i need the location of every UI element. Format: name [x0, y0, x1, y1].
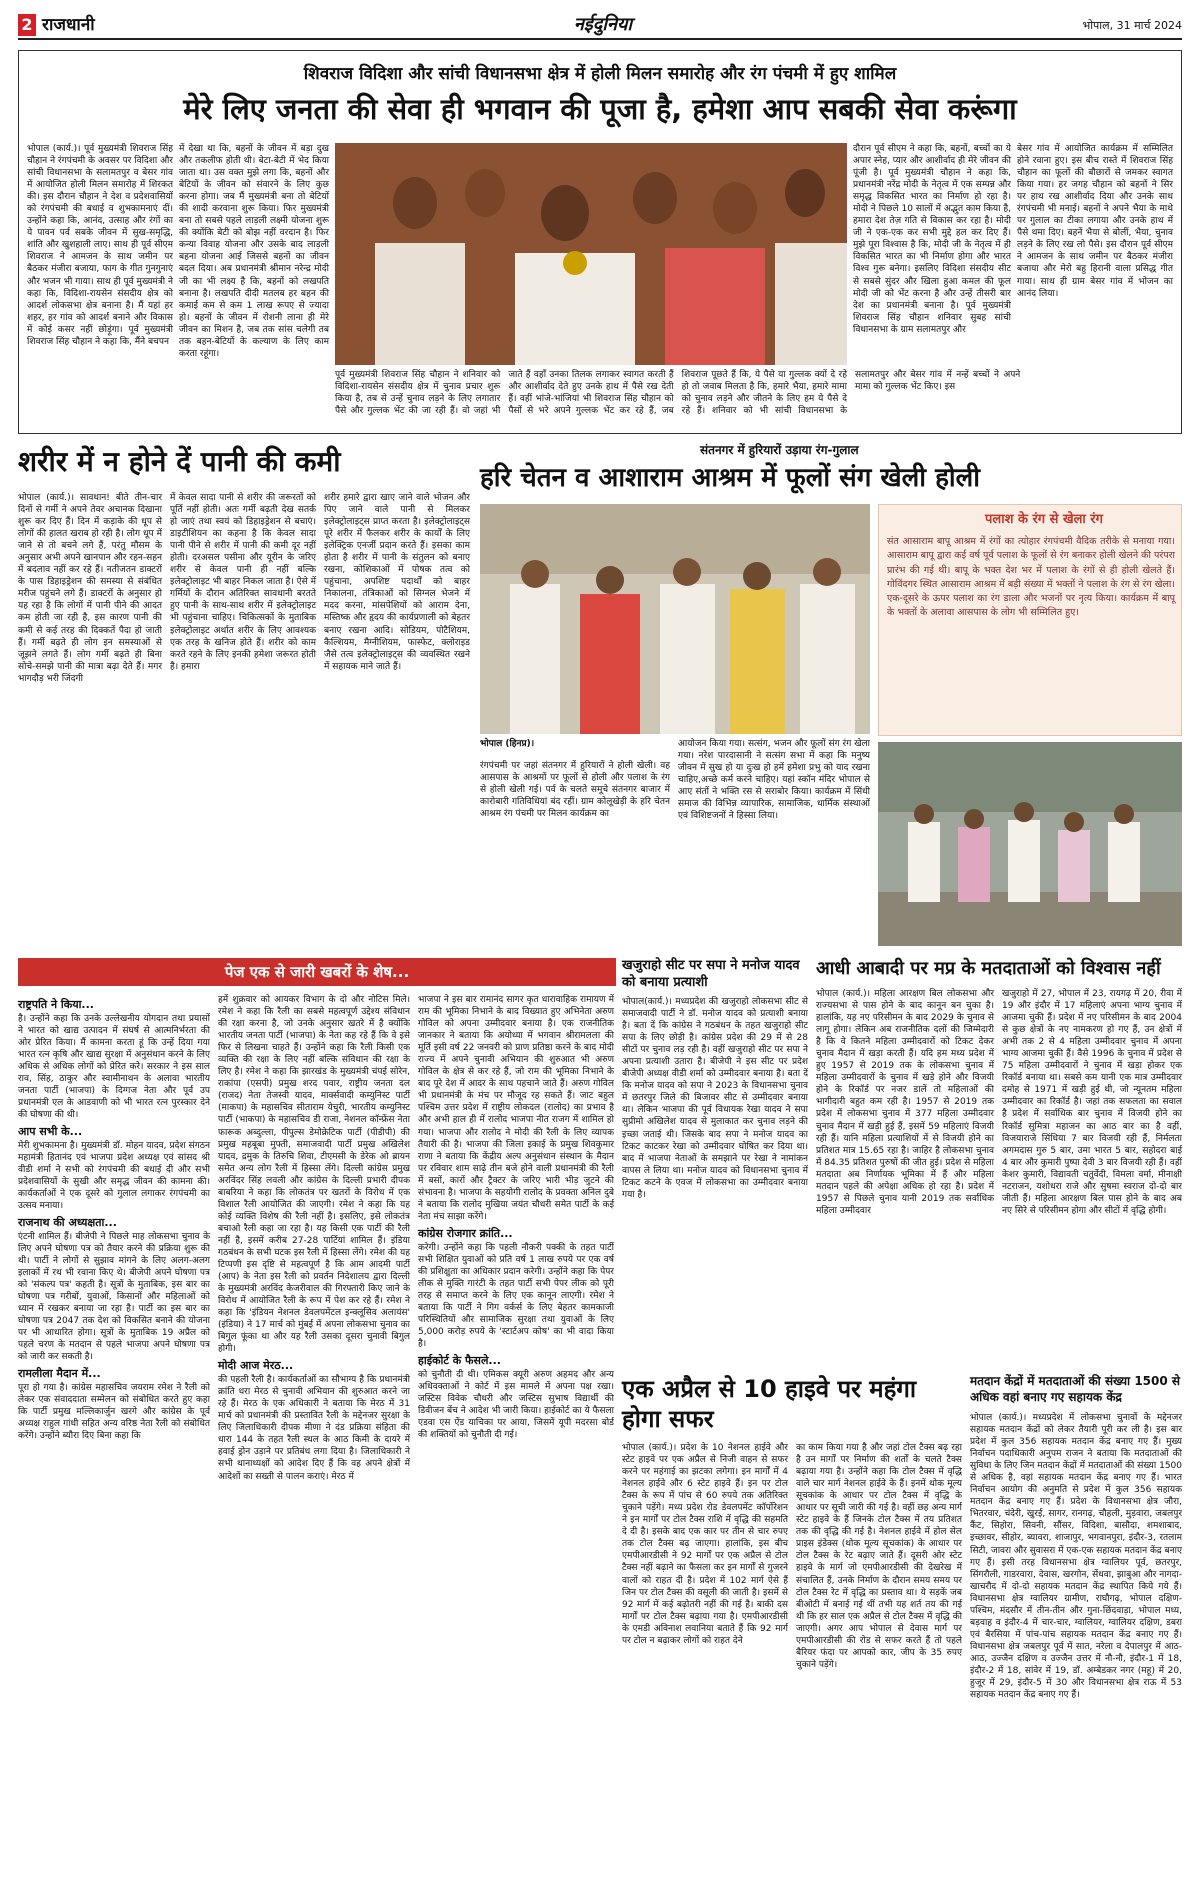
women-col-2: खजुराहो में 27, भोपाल में 23, रायगढ़ में 20, रीवा में 19 और इंदौर में 17 महिलाएं अपना भाग्य चुनाव में आजमा चुकी हैं। प्रदेश में नए परिसीमन के बाद 2004 से कुछ क्षेत्रों के नए नामकरण हो गए हैं, उन क्षेत्रों में अभी तक 2 से 4 महिला उम्मीदवार चुनाव में अपना भाग्य आजमा चुकी हैं। वैसे 1996 के चुनाव में प्रदेश से 75 महिला उम्मीदवारों ने चुनाव में खड़ा होकर एक रिकॉर्ड बनाया था। सबसे कम यानी एक मात्र उम्मीदवार दमोह से 1971 में खड़ी हुई थी, जो न्यूनतम महिला उम्मीदवार का रिकॉर्ड है। जहां तक सफलता का सवाल है प्रदेश में सर्वाधिक बार चुनाव में विजयी होने का रिकॉर्ड सुमित्रा महाजन का आठ बार का है वहीं, विजयाराजे सिंधिया 7 बार विजयी रही हैं, निर्मलता अगमदास गुरु 5 बार, उमा भारत 5 बार, सहोदरा बाई 4 बार और कुमारी पुष्पा देवी 3 बार विजयी रही हैं। वहीं केशर कुमारी, विद्यावती चतुर्वेदी, विमला वर्मा, मीनाक्षी नटराजन, यशोधरा राजे और सुषमा स्वराज दो-दो बार जीती हैं। महिला आरक्षण बिल पास होने के बाद अब नए सिरे से परिसीमन होगा और सीटों में वृद्धि होगी।: [1002, 989, 1182, 1216]
women-headline: आधी आबादी पर मप्र के मतदाताओं को विश्वास नहीं: [816, 958, 1161, 979]
continuations-col-2: [218, 994, 410, 1890]
water-headline: शरीर में न होने दें पानी की कमी: [18, 445, 341, 478]
holi-kicker: संतनगर में हुरियारों उड़ाया रंग-गुलाल: [700, 443, 859, 457]
palash-box-title: पलाश के रंग से खेला रंग: [985, 512, 1103, 527]
continuation-text: भाजपा ने इस बार रामानंद सागर कृत धारावाहिक रामायण में राम की भूमिका निभाने के बाद विख्यात हुए अभिनेता अरुण गोविल को अपना उम्मीदवार बनाया है। एक राजनीतिक जानकार ने बताया कि अयोध्या में भगवान श्रीरामलला की मूर्ति इसी वर्ष 22 जनवरी को प्राण प्रतिष्ठा करने के बाद मोदी राज्य में अपने चुनावी अभियान की शुरुआत भी अरुण गोविल के क्षेत्र से कर रहे हैं, जो राम की भूमिका निभाने के बाद पूरे देश में आदर के साथ पहचाने जाते हैं। अरुण गोविल भी प्रधानमंत्री के मंच पर मौजूद रह सकते हैं। जाट बहुल पश्चिम उत्तर प्रदेश में राष्ट्रीय लोकदल (रालोद) का प्रभाव है और अभी हाल ही में रालोद भाजपा नीत राजग में शामिल हो गया। भाजपा और रालोद ने मोदी की रैली के लिए व्यापक तैयारी की है। भाजपा की जिला इकाई के प्रमुख शिवकुमार राणा ने बताया कि केंद्रीय अल्प अनुसंधान संस्थान के मैदान पर रविवार शाम साढ़े तीन बजे होने वाली प्रधानमंत्री की रैली में बसों, कारों और ट्रैक्टर के जरिए भारी भीड़ जुटने की संभावना है। भाजपा के सहयोगी रालोद के प्रवक्ता अनिल दुबे ने बताया कि रालोद मुखिया जयंत चौधरी समेत पार्टी के कई नेता मंच साझा करेंगे।: [418, 995, 614, 1222]
khajuraho-text: भोपाल(कार्य.)। मध्यप्रदेश की खजुराहो लोकसभा सीट से समाजवादी पार्टी ने डॉ. मनोज यादव को प्रत्याशी बनाया है। बता दें कि कांग्रेस ने गठबंधन के तहत खजुराहो सीट सपा के लिए छोड़ी है। कांग्रेस प्रदेश की 29 में से 28 सीटों पर चुनाव लड़ रही है। वहीं खजुराहो सीट पर सपा ने अपना प्रत्याशी उतारा है। बीजेपी ने इस सीट पर प्रदेश बीजेपी अध्यक्ष वीडी शर्मा को उम्मीदवार बनाया है। बता दें कि मनोज यादव को सपा ने 2023 के विधानसभा चुनाव में छतरपुर जिले की बिजावर सीट से उम्मीदवार बनाया था। लेकिन भाजपा की पूर्व विधायक रेखा यादव ने सपा सुप्रीमो अखिलेश यादव से मुलाकात कर चुनाव लड़ने की इच्छा जताई थी। जिसके बाद सपा ने मनोज यादव का टिकट काटकर रेखा को उम्मीदवार घोषित कर दिया था। बाद में भाजपा नेताओं के समझाने पर रेखा ने नामांकन वापस ले लिया था। मनोज यादव को विधानसभा चुनाव में टिकट कटने के एवज में लोकसभा का उम्मीदवार बनाया गया है।: [622, 997, 808, 1200]
holi-col-2: आयोजन किया गया। सत्संग, भजन और फूलों संग रंग खेला गया। नरेश पारदासानी ने सत्संग सभा में कहा कि मनुष्य जीवन में सुख हो या दुःख हो हमें हमेशा प्रभु को याद रखना चाहिए,अच्छे कर्म करने चाहिए। यहां स्कॉन मंदिर भोपाल से आए संतों ने भक्ति रस से सराबोर किया। कार्यक्रम में सिंधी समाज की विभिन्न व्यापारिक, सामाजिक, धार्मिक संस्थाओं एवं विशिष्टजनों ने हिस्सा लिया।: [678, 739, 870, 822]
dancers-photo-illustration: [878, 742, 1182, 946]
holi-col-1: रंगपंचमी पर जहां संतनगर में हुरियारों ने होली खेली। वह आसपास के आश्रमों पर फूलों से होली और पलाश के रंग से होली खेली गई। पर्व के चलते समूचे संतनगर बाजार में कारोबारी गतिविधियां बंद रहीं। ग्राम कोलूखेड़ी के हरि चेतन आश्रम रंग पंचमी पर मिलन कार्यक्रम का: [480, 761, 670, 820]
continuation-text: एंटनी शामिल हैं। बीजेपी ने पिछले माह लोकसभा चुनाव के लिए अपने घोषणा पत्र को तैयार करने की प्रक्रिया शुरू की थी। पार्टी ने लोगों से सुझाव मांगने के लिए अलग-अलग इलाकों में रथ भी रवाना किए थे। बीजेपी अपने घोषणा पत्र को 'संकल्प पत्र' कहती है। सूत्रों के मुताबिक, इस बार का घोषणा पत्र गरीबों, युवाओं, किसानों और महिलाओं को ध्यान में रखकर बनाया जा रहा है। पार्टी का इस बार का घोषणा पत्र 2047 तक देश को विकसित बनाने की योजना पर भी आधारित होगा। सूत्रों के मुताबिक 19 अप्रैल को पहले चरण के मतदान से पहले भाजपा अपने घोषणा पत्र को जारी कर सकती है।: [18, 1231, 210, 1363]
continuations-banner-text: पेज एक से जारी खबरों के शेष...: [224, 963, 410, 981]
continuation-heading: कांग्रेस रोजगार क्रांति...: [418, 1226, 513, 1240]
continuation-heading: हाईकोर्ट के फैसले...: [418, 1354, 501, 1368]
lead-col-6: बेसर गांव में आयोजित कार्यक्रम में सम्मिलित होने रवाना हुए। इस बीच रास्ते में शिवराज सिंह चौहान का फूलों की बौछारों से जमकर स्वागत किया गया। हर जगह चौहान को बहनों ने सिर पर हाथ रख आशीर्वाद दिया और उनके साथ रंगपंचमी भी मनाई। बहनों ने अपने भैया के माथे पर गुलाल का टीका लगाया और उनके हाथ में पैसे थमा दिए। बहनें भैया से बोलीं, भैया, चुनाव लड़ने के लिए रख लो पैसे। इस दौरान पूर्व सीएम ने आमजन के साथ जमीन पर बैठकर मंजीरा बजाया और मेरो बहु हिरानी वाला प्रसिद्ध गीत गाया। साथ ही ग्राम बेसर गांव में भोजन का आनंद लिया।: [1017, 144, 1173, 299]
toll-headline: एक अप्रैल से 10 हाइवे पर महंगा होगा सफर: [622, 1375, 917, 1433]
holi-photo-1: [480, 504, 870, 734]
booths-story: [970, 1374, 1182, 1890]
holi-photo-caption: भोपाल (हिनप्र)।: [480, 739, 535, 749]
continuation-text: हमें शुक्रवार को आयकर विभाग के दो और नोटिस मिले। रमेश ने कहा कि रैली का सबसे महत्वपूर्ण उद्देश्य संविधान की रक्षा करना है, जो उनके अनुसार खतरे में है क्योंकि भारतीय जनता पार्टी (भाजपा) के नेता कह रहे हैं कि वे इसे फिर से लिखना चाहते हैं। उन्होंने कहा कि रैली किसी एक व्यक्ति की रक्षा के लिए नहीं बल्कि संविधान की रक्षा के लिए है। रमेश ने कहा कि झारखंड के मुख्यमंत्री चंपई सोरेन, राकांपा (एसपी) प्रमुख शरद पवार, राष्ट्रीय जनता दल (राजद) नेता तेजस्वी यादव, मार्क्सवादी कम्युनिस्ट पार्टी (माकपा) के महासचिव सीताराम येचुरी, भारतीय कम्युनिस्ट पार्टी (भाकपा) के महासचिव डी राजा, नेशनल कॉन्फ्रेंस नेता फारूक अब्दुल्ला, पीपुल्स डेमोक्रेटिक पार्टी (पीडीपी) की प्रमुख महबूबा मुफ्ती, समाजवादी पार्टी प्रमुख अखिलेश यादव, द्रमुक के तिरुचि शिवा, टीएमसी के डेरेक ओ ब्रायन समेत अन्य लोग रैली में हिस्सा लेंगे। दिल्ली कांग्रेस प्रमुख अरविंदर सिंह लवली और कांग्रेस के दिल्ली प्रभारी दीपक बाबरिया ने कहा कि लोकतंत्र पर खतरों के विरोध में एक विशाल रैली आयोजित की जाएगी। रमेश ने कहा कि यह कोई व्यक्ति विशेष की रैली नहीं है। इसलिए, इसे लोकतंत्र बचाओ रैली कहा जा रहा है। यह किसी एक पार्टी की रैली नहीं है, इसमें करीब 27-28 पार्टियां शामिल हैं। इंडिया गठबंधन के सभी घटक इस रैली में हिस्सा लेंगे। रमेश की यह टिप्पणी इस दृष्टि से महत्वपूर्ण है कि आम आदमी पार्टी (आप) के नेता इस रैली को प्रवर्तन निदेशालय द्वारा दिल्ली के मुख्यमंत्री अरविंद केजरीवाल की गिरफ्तारी किए जाने के विरोध में आयोजित रैली के रूप में पेश कर रहे हैं। रमेश ने कहा कि 'इंडियन नेशनल डेवलपमेंटल इन्क्लूसिव अलायंस' (इंडिया) ने 17 मार्च को मुंबई में अपना लोकसभा चुनाव का बिगुल फूंका था और यह रैली उसका दूसरा चुनावी बिगुल होगी।: [218, 995, 410, 1355]
booths-text: भोपाल (कार्य.)। मध्यप्रदेश में लोकसभा चुनावों के मद्देनजर सहायक मतदान केंद्रों को लेकर तैयारी पूरी कर ली है। इस बार प्रदेश में कुल 356 सहायक मतदान केंद्र बनाए गए हैं। मुख्य निर्वाचन पदाधिकारी अनुपम राजन ने बताया कि मतदाताओं की सुविधा के लिए जिन मतदान केंद्रों में मतदाताओं की संख्या 1500 से अधिक है, वहां सहायक मतदान केंद्र बनाए गए हैं। भारत निर्वाचन आयोग की अनुमति से प्रदेश में कुल 356 सहायक मतदान केंद्र बनाए गए हैं। प्रदेश के विधानसभा क्षेत्र जौरा, भितरवार, चंदेरी, खुरई, सागर, रानगढ़, चौहली, मुड़वारा, जबलपुर कैंट, सिहोरा, सिवनी, सौंसर, विदिशा, बासौदा, शमशाबाद, इच्छावर, सीहोर, ब्यावरा, शाजापुर, भगवानपुरा, इंदौर-3, रतलाम सिटी, जावरा और सुवासरा में एक-एक सहायक मतदान केंद्र बनाए गए हैं। इसी तरह विधानसभा क्षेत्र ग्वालियर पूर्व, छतरपुर, सिंगरौली, गाडरवारा, देवास, खरगोन, सेंधवा, झाबुआ और नागदा-खाचरौद में दो-दो सहायक मतदान केंद्र स्थापित किये गये हैं। विधानसभा क्षेत्र ग्वालियर ग्रामीण, राघौगढ़, भोपाल दक्षिण-पश्चिम, मंदसौर में तीन-तीन और गुना-छिंदवाड़ा, भोपाल मध्य, बड़वाह व इंदौर-4 में चार-चार, ग्वालियर, ग्वालियर दक्षिण, डबरा एवं बैरसिया में पांच-पांच सहायक मतदान केंद्र बनाए गए हैं। विधानसभा क्षेत्र जबलपुर पूर्व में सात, नरेला व देपालपुर में आठ-आठ, उज्जैन दक्षिण व उज्जैन उत्तर में नौ-नौ, इंदौर-1 में 18, इंदौर-2 में 18, सांवेर में 19, डॉ. अम्बेडकर नगर (महू) में 20, हुजूर में 29, इंदौर-5 में 30 और विधानसभा क्षेत्र राऊ में 53 सहायक मतदान केंद्र बनाए गए हैं।: [970, 1413, 1182, 1701]
water-story: [18, 442, 472, 948]
continuation-text: करेगी। उन्होंने कहा कि पहली नौकरी पक्की के तहत पार्टी सभी शिक्षित युवाओं को प्रति वर्ष 1 लाख रुपये पर एक वर्ष की प्रशिक्षुता का अधिकार प्रदान करेगी। उन्होंने कहा कि पेपर लीक से मुक्ति गारंटी के तहत पार्टी सभी पेपर लीक को पूरी तरह से समाप्त करने के लिए एक कानून लाएगी। रमेश ने बताया कि पार्टी ने गिग वर्कर्स के लिए बेहतर कामकाजी परिस्थितियों और सामाजिक सुरक्षा तथा युवाओं के लिए 5,000 करोड़ रुपये के 'स्टार्टअप कोष' का भी वादा किया है।: [418, 1242, 614, 1349]
water-col-1: भोपाल (कार्य.)। सावधान! बीते तीन-चार दिनों से गर्मी ने अपने तेवर अचानक दिखाना शुरू कर दिए हैं। दिन में कड़ाके की धूप से लोगों की हालत खराब हो रही है। लोग धूप में जाने से तो बचने लगे हैं, परंतु मौसम के अनुसार अभी अपने खानपान और रहन-सहन में बदलाव नहीं कर रहे हैं। नतीजतन डाक्टरों के पास डिहाइड्रेशन की समस्या से संबंधित मरीज पहुंचने लगे हैं। डाक्टरों के अनुसार हो यह रहा है कि लोगों में पानी पीने की आदत कम होती जा रही है, इस कारण पानी की कमी से कई तरह की दिक्कतें पैदा हो जाती हैं। गर्मी बढ़ते ही लोग इन समस्याओं से जूझने लगते हैं। लोग गर्मी बढ़ते ही बिना सोचे-समझे पानी की मात्रा बढ़ा देते हैं। मगर भागदौड़ भरी जिंदगी: [18, 493, 162, 684]
continuation-text: को चुनौती दी थी। एमिकस क्यूरी अरुण अहमद और अन्य अधिवक्ताओं ने कोर्ट में इस मामले में अपना पक्ष रखा। जस्टिस विवेक चौधरी और जस्टिस सुभाष विद्यार्थी की डिवीजन बेंच ने आदेश भी जारी किया। हाईकोर्ट का ये फैसला एडवा एस ऐंड याचिका पर आया, जिसमें यूपी मदरसा बोर्ड की शक्तियों को चुनौती दी गई।: [418, 1369, 614, 1441]
khajuraho-headline: खजुराहो सीट पर सपा ने मनोज यादव को बनाया प्रत्याशी: [622, 958, 800, 990]
women-story: [816, 958, 1182, 1364]
khajuraho-story: [622, 958, 808, 1364]
continuation-text: है। उन्होंने कहा कि उनके उल्लेखनीय योगदान तथा प्रयासों ने भारत को खाद्य उत्पादन में संघर्ष से आत्मनिर्भरता की ओर प्रेरित किया। मैं कामना करता हूं कि उन्हें दिया गया भारत रत्न कृषि और खाद्य सुरक्षा में अनुसंधान करने के लिए अधिक से अधिक लोगों को प्रेरित करे। सरकार ने इस साल राव, सिंह, ठाकुर और स्वामीनाथन के अलावा भारतीय जनता पार्टी (भाजपा) के दिग्गज नेता और पूर्व उप प्रधानमंत्री एल के आडवाणी को भी भारत रत्न पुरस्कार देने की घोषणा की थी।: [18, 1013, 210, 1121]
lead-col-1: भोपाल (कार्य.)। पूर्व मुख्यमंत्री शिवराज सिंह चौहान ने रंगपंचमी के अवसर पर विदिशा और सांची विधानसभा के सलामतपुर व बेसर गांव में आयोजित होली मिलन समारोह में शिरकत की। इस दौरान चौहान ने देश व प्रदेशवासियों को रंगपंचमी की बधाई व शुभकामनाएं दीं। उन्होंने कहा कि, आनंद, उत्साह और रंगों का ये पावन पर्व सबके जीवन में सुख-समृद्धि, शांति और खुशहाली लाए। साथ ही पूर्व सीएम शिवराज ने आमजन के साथ जमीन पर बैठकर मंजीरा बजाया, फाग के गीत गुनगुनाएं और भजन भी गाया। साथ ही पूर्व मुख्यमंत्री ने कहा कि, विदिशा-रायसेन संसदीय क्षेत्र को आदर्श लोकसभा क्षेत्र बनाना है। मैं यहां हर शहर, हर गांव को आदर्श बनाने और विकास में कोई कसर नहीं छोड़ूंगा। पूर्व मुख्यमंत्री शिवराज सिंह चौहान ने कहा कि, मैंने बचपन: [27, 144, 173, 347]
women-col-1: भोपाल (कार्य.)। महिला आरक्षण बिल लोकसभा और राज्यसभा से पास होने के बाद कानून बन चुका है। हालांकि, यह नए परिसीमन के बाद 2029 के चुनाव से लागू होगा। लेकिन अब राजनीतिक दलों की जिम्मेदारी है कि वे कितने महिला उम्मीदवारों को टिकट देकर चुनाव मैदान में खड़ा करती हैं। यदि हम मध्य प्रदेश में हुए 1957 से 2019 तक के लोकसभा चुनाव में महिला उम्मीदवारों के चुनाव में खड़े होने और विजयी होने के रिकॉर्ड पर नजर डालें तो महिलाओं की भागीदारी बहुत कम रही है। 1957 से 2019 तक प्रदेश में लोकसभा चुनाव में 377 महिला उम्मीदवार चुनाव मैदान में खड़ी हुई हैं, इसमें 59 महिलाएं विजयी रही हैं। यानि महिला प्रत्याशियों में से विजयी होने का प्रतिशत मात्र 15.65 रहा है। जाहिर है लोकसभा चुनाव में 84.35 प्रतिशत पुरुषों की जीत हुई। प्रदेश से महिला मतदाता अब निर्णायक भूमिका में हैं और महिला मतदान पहले की अपेक्षा अधिक हो रहा है। प्रदेश में 1957 से पिछले चुनाव यानी 2019 तक सर्वाधिक महिला उम्मीदवार: [816, 989, 994, 1216]
continuation-text: पूरा हो गया है। कांग्रेस महासचिव जयराम रमेश ने रैली को लेकर एक संवाददाता सम्मेलन को संबोधित करते हुए कहा कि पार्टी प्रमुख मल्लिकार्जुन खरगे और कांग्रेस के पूर्व अध्यक्ष राहुल गांधी सहित अन्य वरिष्ठ नेता रैली को संबोधित करेंगे। उन्होंने ब्यौरा दिए बिना कहा कि: [18, 1383, 210, 1442]
continuation-heading: आप सभी के...: [18, 1125, 83, 1139]
newspaper-logo: नईदुनिया: [573, 14, 633, 35]
lead-photo: [335, 143, 847, 365]
holi-story: [480, 442, 1182, 948]
continuations-col-3: [418, 994, 614, 1890]
toll-col-2: का काम किया गया है और जहां टोल टैक्स बढ़ रहा है उन मार्गों पर निर्माण की शर्तों के चलते टैक्स बढ़ाया गया है। उन्होंने कहा कि टोल टैक्स में वृद्धि वाले चार मार्ग नेशनल हाईवे के हैं। इनमें थोक मूल्य सूचकांक के आधार पर टोल टैक्स में वृद्धि के आधार पर सूची जारी की गई है। वहीं छह अन्य मार्ग स्टेट हाइवे के हैं जिनके टोल टैक्स में तय प्रतिशत तक की वृद्धि की गई है। नेशनल हाईवे में होल सेल प्राइस इंडेक्स (थोक मूल्य सूचकांक) के आधार पर टोल टैक्स के रेट बढ़ाए जाते हैं। दूसरी ओर स्टेट हाइवे के मार्ग जो एमपीआरडीसी की देखरेख में संचालित हैं, उनके निर्माण के दौरान समय समय पर टोल टैक्स रेट में वृद्धि का प्रस्ताव था। ये सड़कें जब बीओटी में बनाई गई थीं तभी यह शर्त तय की गई थी कि हर साल एक अप्रैल से टोल टैक्स में वृद्धि की जाएगी। अगर आप भोपाल से देवास मार्ग पर एमपीआरडीसी की रोड से सफर करते हैं तो पहले बैरियर फंदा पर आपको कार, जीप के 35 रुपए चुकाने पड़ेंगे।: [796, 1443, 962, 1670]
section-name: राजधानी: [42, 15, 95, 35]
continuation-text: की पहली रैली है। कार्यकर्ताओं का सौभाग्य है कि प्रधानमंत्री क्रांति धरा मेरठ से चुनावी अभियान की शुरुआत करने जा रहे हैं। मेरठ के एक अधिकारी ने बताया कि मेरठ में 31 मार्च को प्रधानमंत्री की प्रस्तावित रैली के मद्देनजर सुरक्षा के लिए जिलाधिकारी दीपक मीणा ने दंड प्रक्रिया संहिता की धारा 144 के तहत रैली स्थल के आठ किमी के दायरे में हवाई ड्रोन उड़ाने पर प्रतिबंध लगा दिया है। जिलाधिकारी ने सभी थानाध्यक्षों को आदेश दिए हैं कि वह अपने क्षेत्रों में आदेशों का सख्ती से पालन कराएं। मेरठ में: [218, 1375, 410, 1482]
continuations-col-1: [18, 994, 210, 1890]
lead-headline: मेरे लिए जनता की सेवा ही भगवान की पूजा है, हमेशा आप सबकी सेवा करूंगा: [183, 92, 1017, 126]
water-col-3: शरीर हमारे द्वारा खाए जाने वाले भोजन और पिए जाने वाले पानी से मिलकर इलेक्ट्रोलाइट्स प्राप्त करता है। इलेक्ट्रोलाइट्स पूरे शरीर में फैलकर शरीर के कार्यों के लिए इलेक्ट्रिक एनर्जी प्रदान करते हैं। इसका काम होता है शरीर में पानी के संतुलन को बनाए रखना, कोशिकाओं में पोषक तत्व को पहुंचाना, अपशिष्ट पदार्थों को बाहर निकालना, तंत्रिकाओं को सिग्नल भेजने में मदद करना, मांसपेशियों को आराम देना, मस्तिष्क और हृदय की कार्यप्रणाली को बेहतर बनाए रखना आदि। सोडियम, पोटैशियम, कैल्शियम, मैग्नीशियम, फास्फेट, क्लोराइड जैसे तत्व इलेक्ट्रोलाइट्स की व्यवस्थित रखने में सहायक माने जाते हैं।: [324, 493, 470, 672]
holi-photo-2: [878, 742, 1182, 946]
lead-photo-caption: पूर्व मुख्यमंत्री शिवराज सिंह चौहान ने शनिवार को विदिशा-रायसेन संसदीय क्षेत्र में चुनाव प्रचार शुरू किया है, तब से उन्हें चुनाव लड़ने के लिए लगातार पैसे और गुल्लक भेंट की जा रही हैं। वो जहां भी जाते हैं वहाँ उनका तिलक लगाकर स्वागत करती हैं और आशीर्वाद देते हुए उनके हाथ में पैसे रख देती हैं। वहीं भांजे-भांजियां भी शिवराज सिंह चौहान को पैसों से भरे अपने गुल्लक भेंट कर रहे हैं, जब शिवराज पूछते हैं कि, ये पैसे या गुल्लक क्यों दे रहे हो तो जवाब मिलता है कि, हमारे भैया, हमारे मामा को चुनाव लड़ने और जीतने के लिए हम ये पैसे दे रहे हैं। शनिवार को भी सांची विधानसभा के सलामतपुर और बेसर गांव में नन्हें बच्चों ने अपने मामा को गुल्लक भेंट किए। इस: [335, 370, 1021, 417]
palash-box-text: संत आसाराम बापू आश्रम में रंगों का त्योहार रंगपंचमी वैदिक तरीके से मनाया गया। आसाराम बापू द्वारा कई वर्ष पूर्व पलाश के फूलों से रंग बनाकर होली खेलने की परंपरा प्रारंभ की गई थी। बापू के भक्त देश भर में पलाश के रंगों से ही होली खेलते हैं। गोविंदगर स्थित आसाराम आश्रम में बड़ी संख्या में भक्तों ने पलाश के रंग से रंग खेला। एक-दूसरे के ऊपर पलाश का रंग डाला और भजनों पर नृत्य किया। कार्यक्रम में बापू के भक्तों के अलावा आसपास के लोग भी सम्मिलित हुए।: [887, 536, 1175, 619]
continuation-heading: रामलीला मैदान में...: [18, 1367, 101, 1381]
ashram-photo-illustration: [480, 504, 870, 734]
continuation-heading: राष्ट्रपति ने किया...: [18, 998, 94, 1011]
toll-story: [622, 1374, 962, 1890]
continuation-text: मेरी शुभकामना है। मुख्यमंत्री डॉ. मोहन यादव, प्रदेश संगठन महामंत्री हितानंद एवं भाजपा प्रदेश अध्यक्ष एवं सांसद श्री वीडी शर्मा ने सभी को रंगपंचमी की बधाई दी और सभी प्रदेशवासियों के सुखी और समृद्ध जीवन की कामना की। कार्यकर्ताओं ने एक दूसरे को गुलाल लगाकर रंगपंचमी का उत्सव मनाया।: [18, 1140, 210, 1212]
page-number: 2: [18, 14, 36, 36]
toll-col-1: भोपाल (कार्य.)। प्रदेश के 10 नेशनल हाईवे और स्टेट हाइवे पर एक अप्रैल से निजी वाहन से सफर करने पर महंगाई का झटका लगेगा। इन मार्गों में 4 नेशनल हाईवे और 6 स्टेट हाइवे हैं। इन पर टोल टैक्स के रूप में पांच से 60 रुपये तक अतिरिक्त चुकाने पड़ेंगे। मध्य प्रदेश रोड डेवलपमेंट कॉर्पोरेशन ने इन मार्गों पर टोल टैक्स राशि में वृद्धि की सहमति दे दी है। इसके बाद एक कार पर तीन से चार रुपए तक टोल टैक्स बढ़ जाएगा। हालांकि, इस बीच एमपीआरडीसी ने 92 मार्गों पर एक अप्रैल से टोल टैक्स नहीं बढ़ाने का फैसला कर इन मार्गों से गुजरने वालों को राहत दी है। प्रदेश में 102 मार्ग ऐसे हैं जिन पर टोल टैक्स की वसूली की जाती है। इसमें से 92 मार्ग में कई बढ़ोतरी नहीं की गई है। बाकी दस मार्गों पर टोल टैक्स बढ़ाया गया है। एमपीआरडीसी के एमडी अविनाश लवानिया बताते हैं कि 92 मार्ग पर टोल न बढ़ाकर लोगों को राहत देने: [622, 1443, 788, 1646]
lead-col-5: दौरान पूर्व सीएम ने कहा कि, बहनों, बच्चों का ये अपार स्नेह, प्यार और आशीर्वाद ही मेरे जीवन की पूंजी है। पूर्व मुख्यमंत्री चौहान ने कहा कि, प्रधानमंत्री नरेंद्र मोदी के नेतृत्व में एक सम्पन्न और समृद्ध विकसित भारत का निर्माण हो रहा है। मोदी ने पिछले 10 सालों में अद्भुत काम किया है, हमारा देश तेज़ गति से विकास कर रहा है। मोदी जी ने एक-एक कर सभी मुद्दे हल कर दिए हैं। मुझे पूरा विश्वास है कि, मोदी जी के नेतृत्व में ही विकसित भारत का भी निर्माण होगा और भारत विश्व गुरू बनेगा। इसलिए विदिशा संसदीय सीट से सबसे सुंदर और खिला हुआ कमल की फूल मोदी जी को भेंट करना है और उन्हें तीसरी बार देश का प्रधानमंत्री बनाना है। पूर्व मुख्यमंत्री शिवराज सिंह चौहान शनिवार सुबह सांची विधानसभा के ग्राम सलामतपुर और: [853, 144, 1011, 335]
lead-kicker: शिवराज विदिशा और सांची विधानसभा क्षेत्र में होली मिलन समारोह और रंग पंचमी में हुए शामिल: [303, 64, 897, 84]
continuation-heading: मोदी आज मेरठ...: [218, 1359, 294, 1373]
booths-headline: मतदान केंद्रों में मतदाताओं की संख्या 1500 से अधिक वहां बनाए गए सहायक केंद्र: [970, 1374, 1181, 1404]
continuation-heading: राजनाथ की अध्यक्षता...: [18, 1216, 117, 1230]
lead-col-2: में देखा था कि, बहनों के जीवन में बड़ा दुख और तकलीफ होती थी। बेटा-बेटी में भेद किया जाता था। उस वक्त मुझे लगा कि, बहनों और बेटियों के जीवन को संवारने के लिए कुछ करना होगा। जब मैं मुख्यमंत्री बना तो बेटियों की शादी करवाना शुरू किया। फिर मुख्यमंत्री बना तो सबसे पहले लाड़ली लक्ष्मी योजना शुरू की क्योंकि बेटी को बोझ नहीं वरदान है। फिर कन्या विवाह योजना और उसके बाद लाड़ली बहना योजना आई जिससे बहनों का जीवन बदल दिया। अब प्रधानमंत्री श्रीमान नरेन्द्र मोदी जी का भी लक्ष्य है कि, बहनों को लखपति बनाना है। लखपति दीदी मतलब हर बहन की कमाई कम से कम 1 लाख रूपए से ज्यादा हो। बहनों के जीवन में रोशनी लाना ही मेरे जीवन का मिशन है, जब तक सांस चलेगी तब तक बहन-बेटियों के कल्याण के लिए काम करता रहूंगा।: [179, 144, 329, 359]
crowd-photo-illustration: [335, 143, 847, 365]
water-col-2: में केवल सादा पानी से शरीर की जरूरतों को पूर्ति नहीं होती। अतः गर्मी बढ़ती देख सतर्क हो जाएं तथा स्वयं को डिहाइड्रेशन से बचाएं। डाइटीशियन का कहना है कि केवल सादा पानी पीने से शरीर में पानी की कमी दूर नहीं होती। दरअसल पसीना और यूरीन के जरिए शरीर से केवल पानी ही नहीं बल्कि इलेक्ट्रोलाइट भी बाहर निकल जाता है। ऐसे में गर्मियों के दौरान अतिरिक्त सावधानी बरतते हुए पानी के साथ-साथ शरीर में इलेक्ट्रोलाइट भी पहुंचाना चाहिए। चिकित्सकों के मुताबिक इलेक्ट्रोलाइट अर्थात शरीर के लिए आवश्यक एक तरह के खनिज होते हैं। शरीर को काम करते रहने के लिए इनकी हमेशा जरूरत होती है। हमारा: [170, 493, 316, 672]
masthead: [18, 14, 1182, 40]
masthead-rule: [18, 38, 1182, 40]
continuations-banner: [18, 958, 616, 986]
palash-box: [878, 504, 1182, 736]
dateline: भोपाल, 31 मार्च 2024: [1082, 19, 1182, 32]
lead-story: [18, 50, 1182, 434]
holi-headline: हरि चेतन व आशाराम आश्रम में फूलों संग खेली होली: [480, 463, 980, 493]
